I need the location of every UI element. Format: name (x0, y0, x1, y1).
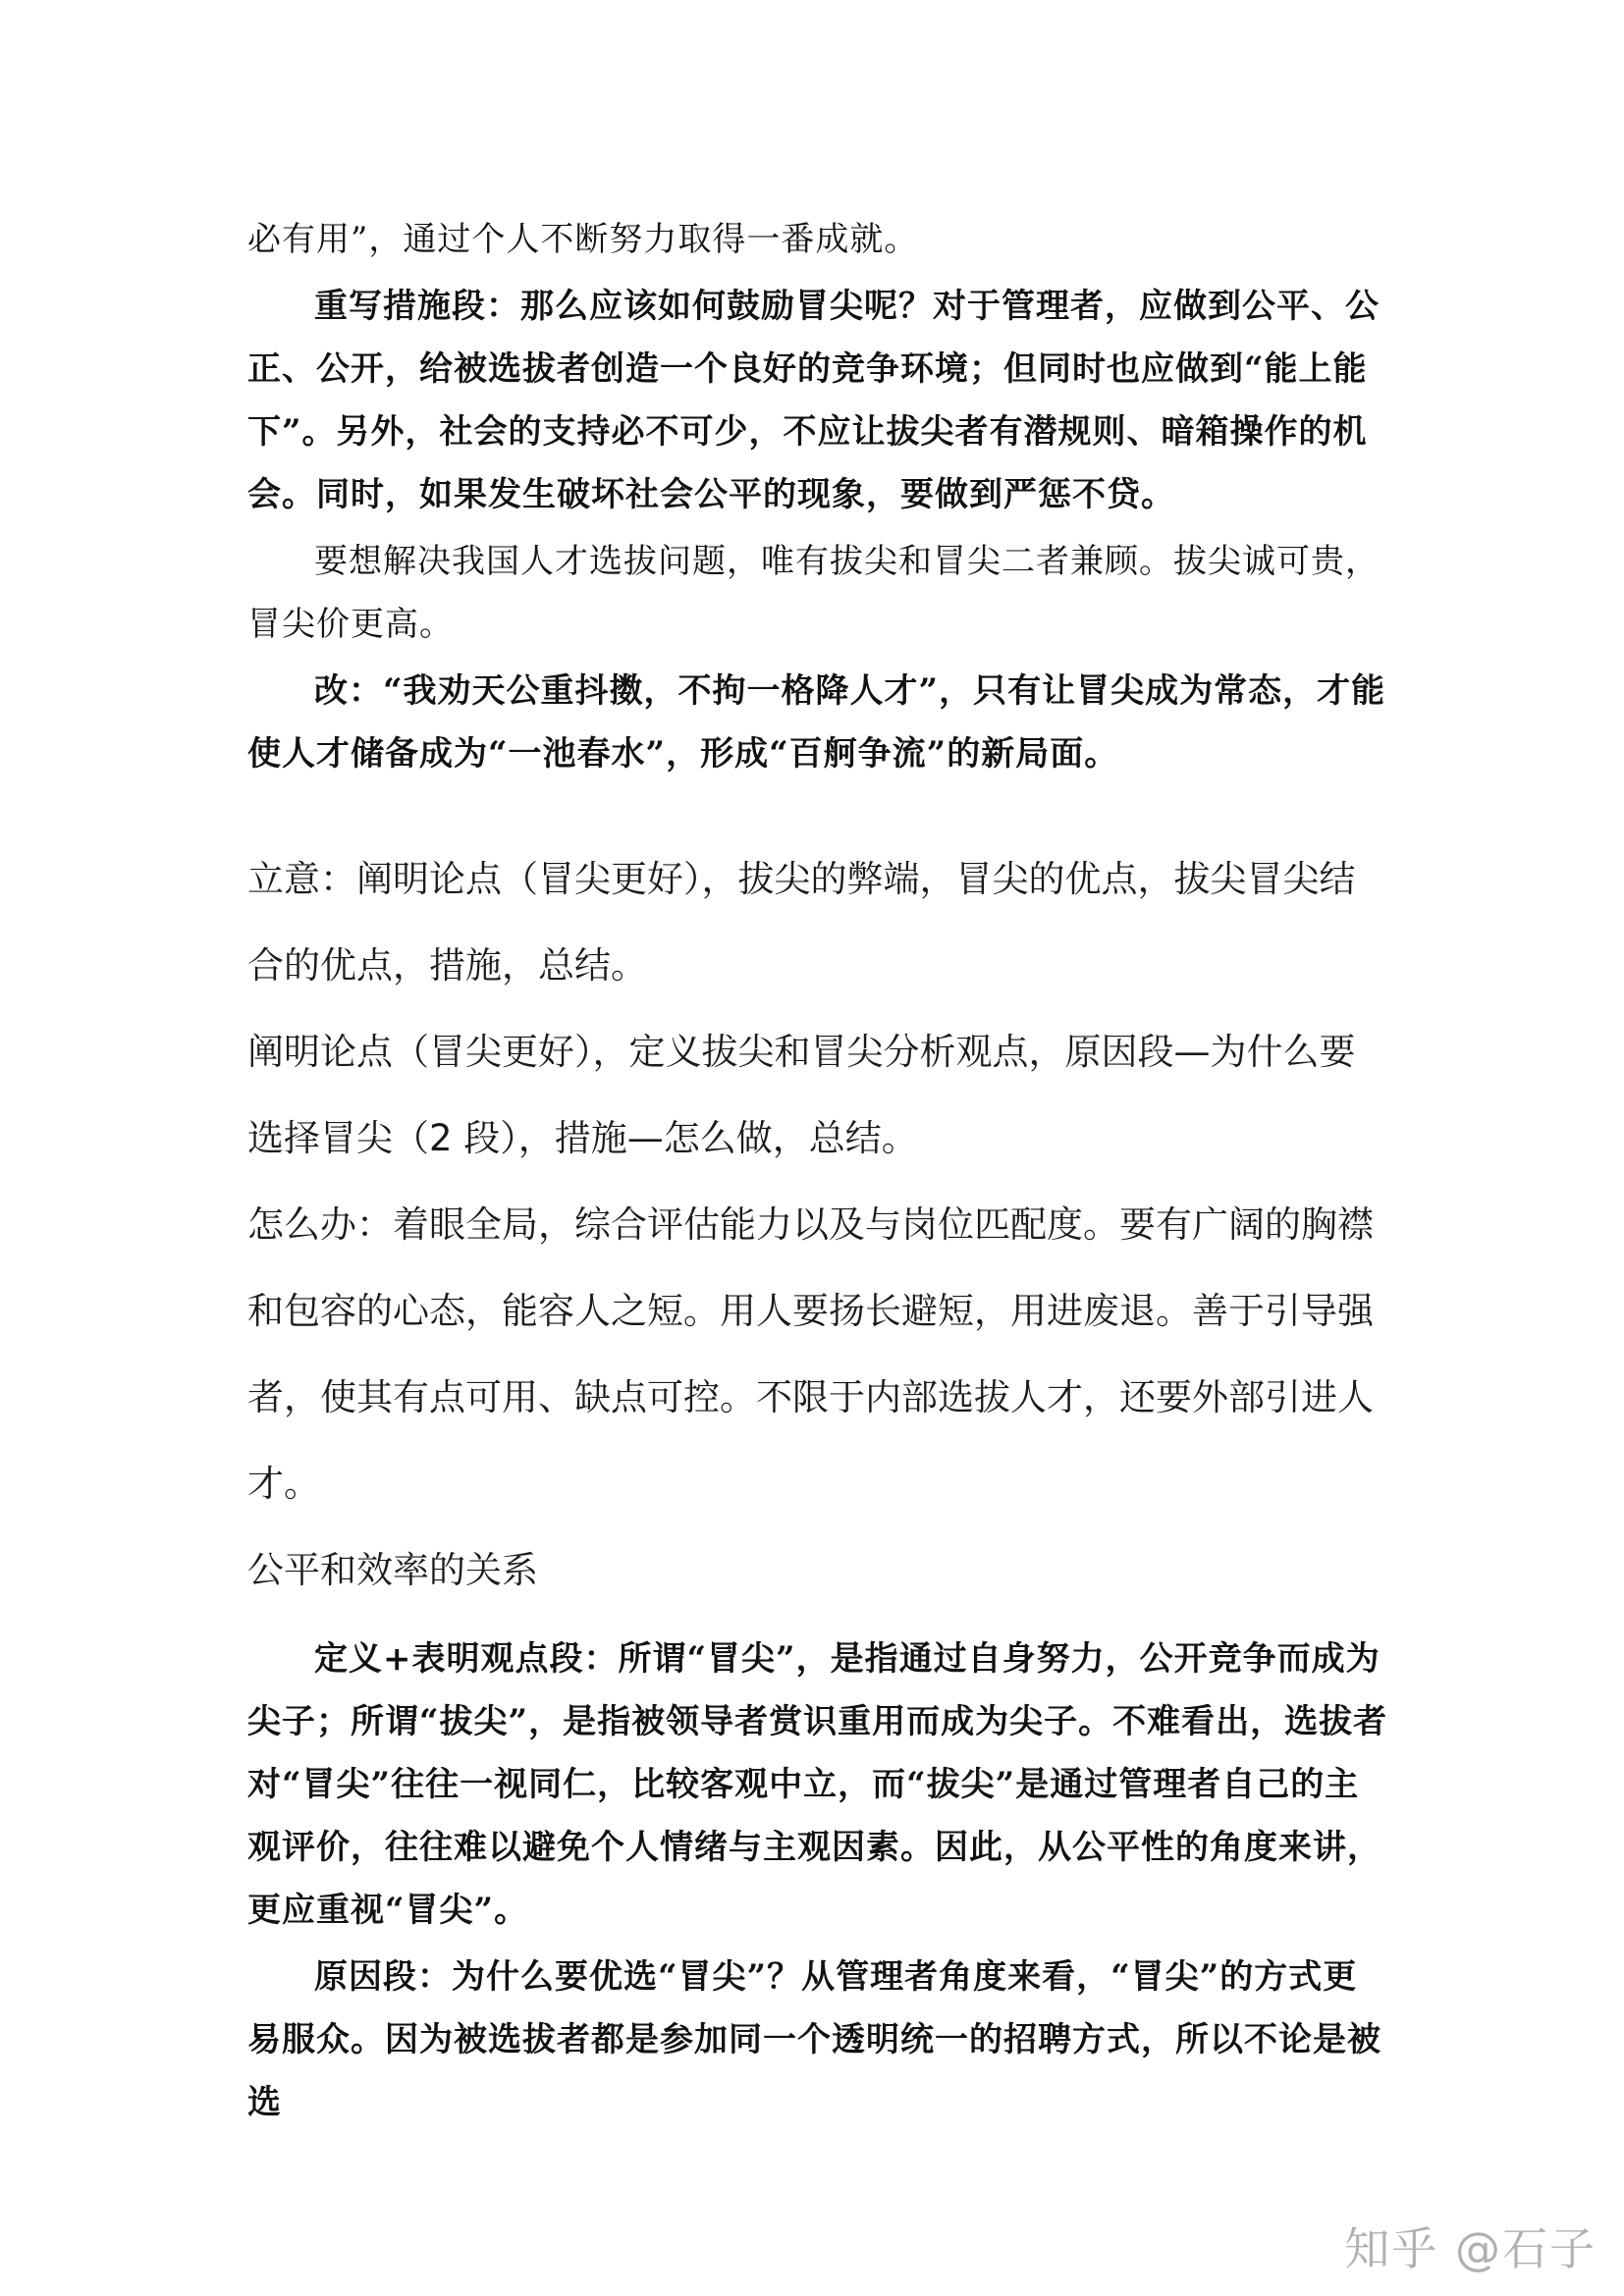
document-body (247, 208, 1388, 2134)
paragraph-continuation: 必有用”，通过个人不断努力取得一番成就。 (247, 220, 919, 259)
zhihu-watermark: 知乎 @石子 (1344, 2222, 1597, 2275)
paragraph-reason: 原因段：为什么要优选“冒尖”？从管理者角度来看，“冒尖”的方式更易服众。因为被选拔者都是参加同一个透明统一的招聘方式，所以不论是被选 (247, 1957, 1381, 2122)
paragraph-conclusion: 要想解决我国人才选拔问题，唯有拔尖和冒尖二者兼顾。拔尖诚可贵，冒尖价更高。 (247, 542, 1380, 644)
paragraph-rewrite-measures: 重写措施段：那么应该如何鼓励冒尖呢？对于管理者，应做到公平、公正、公开，给被选拔者创造一个良好的竞争环境；但同时也应做到“能上能下”。另外，社会的支持必不可少，不应让拔尖者有潜规则、暗箱操作的机会。同时，如果发生破坏社会公平的现象，要做到严惩不贷。 (247, 287, 1380, 514)
paragraph-definition: 定义+表明观点段：所谓“冒尖”，是指通过自身努力，公开竞争而成为尖子；所谓“拔尖”，是指被领导者赏识重用而成为尖子。不难看出，选拔者对“冒尖”往往一视同仁，比较客观中立，而“拔尖”是通过管理者自己的主观评价，往往难以避免个人情绪与主观因素。因此，从公平性的角度来讲，更应重视“冒尖”。 (247, 1639, 1388, 1930)
note-theme: 立意：阐明论点（冒尖更好），拔尖的弊端，冒尖的优点，拔尖冒尖结合的优点，措施，总结。 (247, 858, 1356, 987)
note-fairness-efficiency: 公平和效率的关系 (247, 1549, 538, 1591)
note-structure: 阐明论点（冒尖更好），定义拔尖和冒尖分析观点，原因段—为什么要选择冒尖（2 段），措施—怎么做，总结。 (247, 1031, 1356, 1159)
paragraph-revised-conclusion: 改：“我劝天公重抖擞，不拘一格降人才”，只有让冒尖成为常态，才能使人才储备成为“一池春水”，形成“百舸争流”的新局面。 (247, 671, 1386, 774)
note-how-to: 怎么办：着眼全局，综合评估能力以及与岗位匹配度。要有广阔的胸襟和包容的心态，能容人之短。用人要扬长避短，用进废退。善于引导强者，使其有点可用、缺点可控。不限于内部选拔人才，还要外部引进人才。 (247, 1203, 1374, 1505)
